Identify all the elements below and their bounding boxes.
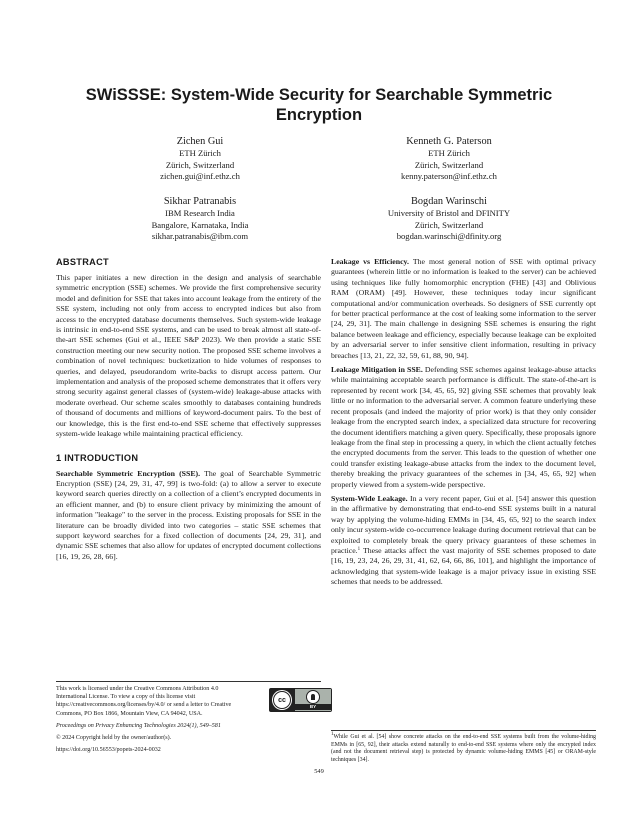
author-block: [80, 135, 320, 183]
attribution-block: [295, 689, 331, 711]
by-label: BY: [295, 704, 331, 710]
intro-paragraph: [56, 469, 321, 563]
paragraph-body: These attacks affect the vast majority of SSE schemes proposed to date [16, 19, 23, 24, 26, 29, 31, 41, 62, 64, 66, 86, 101], and highlight the importance of acknowledging that system-wide leakage is a major privacy issue in existing SSE schemes that needs to be addressed.: [331, 545, 596, 587]
footnote-body: While Gui et al. [54] show concrete attacks on the end-to-end SSE systems built from the volume-hiding EMMs in [65, 92], their attacks extend naturally to end-to-end SSE systems where only the encrypted index (and not the document retrieval step) is protected by dynamic volume-hiding EMMS [45] or ORAM-style techniques [34].: [331, 734, 596, 764]
section-heading-introduction: 1 INTRODUCTION: [56, 452, 139, 463]
author-email: kenny.paterson@inf.ethz.ch: [401, 171, 497, 181]
author-affiliation: ETH Zürich: [428, 148, 470, 158]
page-number: 549: [314, 768, 324, 775]
left-column: [56, 257, 321, 562]
paragraph-run-in-heading: Leakage vs Efficiency.: [331, 257, 409, 266]
author-location: Zürich, Switzerland: [414, 219, 484, 230]
paragraph-body: The most general notion of SSE with optimal privacy guarantees (wherein little or no information is leaked to the server) can be achieved using techniques like fully homomorphic encryption (FHE) [43] and Oblivious RAM (ORAM) [49]. However, these techniques today incur significant computational and/or communication overheads. So designers of SSE currently opt for better practical performance at the cost of leaking some information to the server [24, 29, 31]. The main challenge in designing SSE schemes is ensuring the right balance between leakage and efficiency, especially because leakage can be exploited by an adversarial server to infer sensitive client information, resulting in privacy breaches [13, 21, 22, 32, 59, 61, 88, 90, 94].: [331, 257, 597, 360]
abstract-heading: ABSTRACT: [56, 257, 109, 267]
paper-title: SWiSSSE: System-Wide Security for Searchable Symmetric Encryption: [85, 86, 553, 124]
footnote-text: [331, 734, 596, 765]
author-email: bogdan.warinschi@dfinity.org: [396, 231, 502, 241]
author-name: Sikhar Patranabis: [163, 196, 237, 207]
author-email: sikhar.patranabis@ibm.com: [151, 231, 249, 241]
paragraph-body: In a very recent paper, Gui et al. [54] answer this question in the affirmative by demonstrating that end-to-end SSE systems built in a natural way by applying the volume-hiding EMMs in [34, 45, 65, 92] to the search index only incur system-wide co-occurrence leakage during document retrieval that can be exploited to completely break the query privacy guarantees of these schemes in practice.: [331, 493, 596, 555]
author-name: Kenneth G. Paterson: [406, 136, 492, 147]
attribution-person-icon: [306, 690, 320, 704]
leakage-efficiency-paragraph: [331, 257, 596, 361]
paragraph-run-in-heading: Searchable Symmetric Encryption (SSE).: [56, 468, 201, 478]
author-location: Bangalore, Karnataka, India: [151, 219, 249, 230]
doi-link[interactable]: https://doi.org/10.56553/popets-2024-0032: [56, 747, 161, 754]
author-block: [329, 195, 569, 243]
author-location: Zürich, Switzerland: [414, 159, 484, 170]
author-affiliation: IBM Research India: [165, 208, 235, 218]
paragraph-run-in-heading: System-Wide Leakage.: [331, 493, 408, 503]
footnote-marker: 1: [357, 546, 361, 552]
author-location: Zürich, Switzerland: [165, 159, 235, 170]
abstract-text: This paper initiates a new direction in the design and analysis of searchable symmetric encryption (SSE) schemes. We provide the first comprehensive security model and definition for SSE that takes into account leakage from the entirety of the SSE system, including not only from access to encrypted indices but also from access to the encrypted database documents themselves. Such system-wide leakage is intrinsic in end-to-end SSE systems, and can be used to break almost all state-of-the-art SSE schemes (Gui et al., IEEE S&P 2023). We then provide a static SSE construction meeting our new security notion. The proposed SSE scheme involves a combination of novel techniques: bucketization to hide volumes of responses to queries, and delayed, pseudorandom write-backs to disrupt access pattern. Our implementation and analysis of the proposed scheme demonstrates that it offers very strong security against general classes of (system-wide) leakage-abuse attacks with moderate overhead. Our scheme scales smoothly to databases containing hundreds of thousand of documents and millions of keyword-document pairs. To the best of our knowledge, this is the first end-to-end SSE scheme that effectively suppresses system-wide leakage while maintaining practical efficiency.: [56, 273, 321, 439]
paragraph-body: Defending SSE schemes against leakage-abuse attacks while maintaining acceptable search performance is difficult. The state-of-the-art is represented by recent work [34, 45, 65, 92] giving SSE schemes that provably leak little or no information to the adversarial server. A common feature underlying these recent proposals (and indeed the majority of prior work) is that they only consider leakage from the encrypted search index, a specialized data structure for recovering the document identifiers matching a given query. Specifically, these proposals ignore leakage from the final step in processing a query, in which the client actually fetches the encrypted documents from the server. This leads to the question of whether one could transfer existing leakage-abuse attacks from the index to the document level, thereby breaking the privacy guarantees of the schemes in [34, 45, 65, 92] when properly viewed from a system-wide perspective.: [331, 365, 596, 489]
leakage-mitigation-paragraph: [331, 365, 596, 490]
author-name: Bogdan Warinschi: [411, 196, 487, 207]
copyright-line: © 2024 Copyright held by the owner/author(s).: [56, 735, 172, 742]
footnote-mark: 1: [331, 732, 334, 737]
system-wide-leakage-paragraph: [331, 494, 596, 588]
footnote: [331, 730, 596, 765]
proceedings-line: Proceedings on Privacy Enhancing Technologies 2024(1), 549–581: [56, 722, 221, 729]
author-block: [329, 135, 569, 183]
creative-commons-icon: cc: [273, 691, 291, 709]
license-text: This work is licensed under the Creative Commons Attribution 4.0 International License. To view a copy of this license visit https://creativecommons.org/licenses/by/4.0/ or send a letter to Creative Commons, PO Box 1866, Mountain View, CA 94042, USA.: [56, 686, 232, 717]
paragraph-body: The goal of Searchable Symmetric Encryption (SSE) [24, 29, 31, 47, 99] is two-fold: (a) to allow a server to execute keyword search queries directly on a collection of a client’s encrypted documents in an efficient manner, and (b) to ensure client privacy by minimizing the amount of information "leakage" to the server in the process. Existing proposals for SSE in the literature can be broadly divided into two categories – static SSE schemes that support keyword searches for a fixed collection of documents [24, 29, 31], and dynamic SSE schemes that also allow for updates of encrypted document collections [16, 19, 26, 28, 66].: [56, 468, 321, 561]
author-block: [80, 195, 320, 243]
author-affiliation: University of Bristol and DFINITY: [387, 208, 511, 218]
license-box: [56, 681, 321, 754]
author-affiliation: ETH Zürich: [179, 148, 221, 158]
author-name: Zichen Gui: [176, 136, 224, 147]
paragraph-run-in-heading: Leakage Mitigation in SSE.: [331, 365, 423, 375]
right-column: [331, 257, 596, 588]
cc-by-license-badge[interactable]: [269, 688, 332, 712]
author-email: zichen.gui@inf.ethz.ch: [160, 171, 240, 181]
